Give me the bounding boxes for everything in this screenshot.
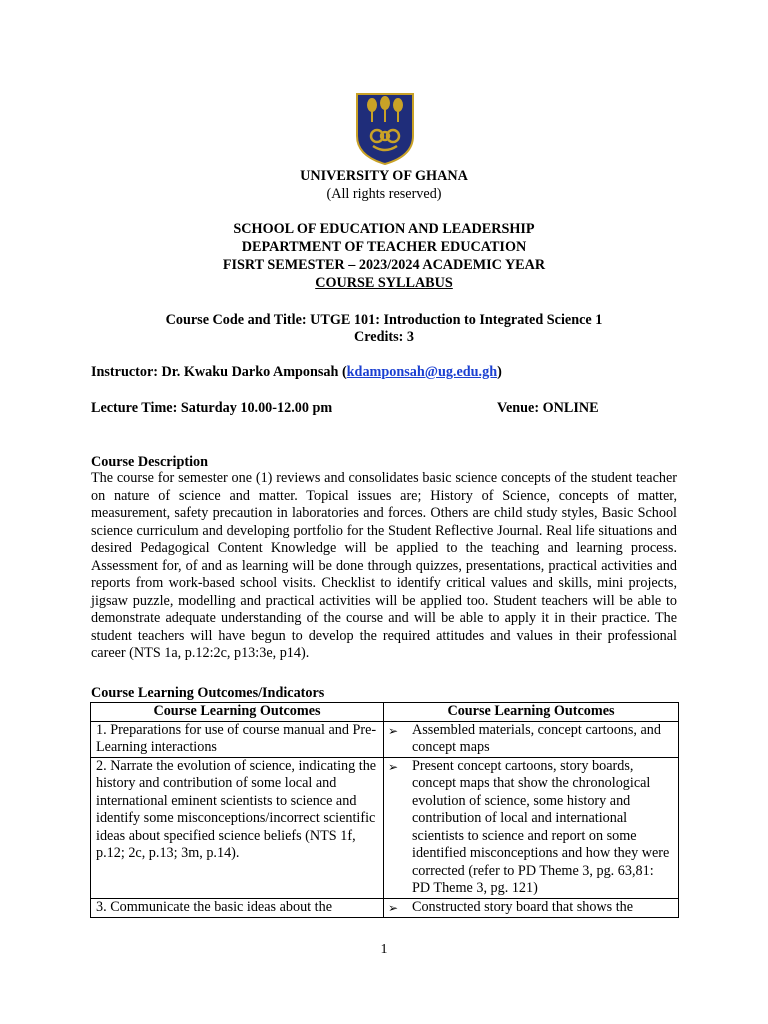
table-row <box>91 898 679 918</box>
table-header-row <box>91 703 679 722</box>
indicator-text: Present concept cartoons, story boards, concept maps that show the chronological evolution of science, some history and contribution of local and international scientists to science and report on some identified misconceptions and how they were corrected (refer to PD Theme 3, pg. 63,81: PD Theme 3, pg. 121) <box>412 757 670 896</box>
indicator-cell <box>384 721 679 757</box>
department-name: DEPARTMENT OF TEACHER EDUCATION <box>241 239 527 255</box>
arrow-bullet-icon: ➢ <box>388 900 399 915</box>
arrow-bullet-icon: ➢ <box>388 723 399 738</box>
column-header-indicators: Course Learning Outcomes <box>384 703 679 722</box>
table-row <box>91 757 679 898</box>
venue: Venue: ONLINE <box>497 400 599 416</box>
instructor-line <box>91 364 502 381</box>
outcome-cell: 3. Communicate the basic ideas about the <box>91 898 384 918</box>
course-credits: Credits: 3 <box>353 329 415 345</box>
outcomes-table <box>90 702 679 918</box>
course-description-heading: Course Description <box>91 454 209 470</box>
indicator-cell <box>384 898 679 918</box>
university-crest-icon <box>355 92 415 166</box>
indicator-cell <box>384 757 679 898</box>
outcomes-heading: Course Learning Outcomes/Indicators <box>91 685 325 701</box>
school-name: SCHOOL OF EDUCATION AND LEADERSHIP <box>233 221 535 237</box>
rights-notice: (All rights reserved) <box>326 186 442 202</box>
page-number: 1 <box>380 942 388 957</box>
indicator-text: Assembled materials, concept cartoons, and concept maps <box>412 721 661 755</box>
lecture-time: Lecture Time: Saturday 10.00-12.00 pm <box>91 400 333 416</box>
university-name: UNIVERSITY OF GHANA <box>300 168 468 184</box>
indicator-text: Constructed story board that shows the <box>412 898 634 915</box>
table-row <box>91 721 679 757</box>
course-code-title: Course Code and Title: UTGE 101: Introduction to Integrated Science 1 <box>165 312 603 328</box>
instructor-email-link[interactable]: kdamponsah@ug.edu.gh <box>346 364 498 380</box>
page-title <box>0 275 768 292</box>
semester-line: FISRT SEMESTER – 2023/2024 ACADEMIC YEAR <box>222 257 546 273</box>
course-syllabus-title: COURSE SYLLABUS <box>315 275 453 291</box>
arrow-bullet-icon: ➢ <box>388 759 399 774</box>
outcome-cell: 2. Narrate the evolution of science, indicating the history and contribution of some local and international eminent scientists to science and identify some misconceptions/incorrect scientific ideas about specified science beliefs (NTS 1f, p.12; 2c, p.13; 3m, p.14). <box>91 757 384 898</box>
instructor-suffix: ) <box>497 364 502 380</box>
course-description-body: The course for semester one (1) reviews and consolidates basic science concepts of the student teacher on nature of science and matter. Topical issues are; History of Science, concepts of matter, measurement, safety precaution in laboratories and forces. Others are child study styles, Basic School science curriculum and developing portfolio for the Student Reflective Journal. Real life situations and desired Pedagogical Content Knowledge will be applied to the teaching and learning process. Assessment for, of and as learning will be done through quizzes, presentations, practical activities and reports from work-based school visits. Checklist to identify critical values and skills, mini projects, jigsaw puzzle, modelling and practical activities will be applied too. Student teachers will be able to demonstrate adequate understanding of the course and will be able to apply it in their practice. The student teachers will have begun to develop the required attitudes and values in their professional career (NTS 1a, p.12:2c, p13:3e, p14). <box>91 470 677 661</box>
instructor-label: Instructor: Dr. Kwaku Darko Amponsah ( <box>91 364 347 380</box>
column-header-outcomes: Course Learning Outcomes <box>91 703 384 722</box>
outcome-cell: 1. Preparations for use of course manual and Pre-Learning interactions <box>91 721 384 757</box>
